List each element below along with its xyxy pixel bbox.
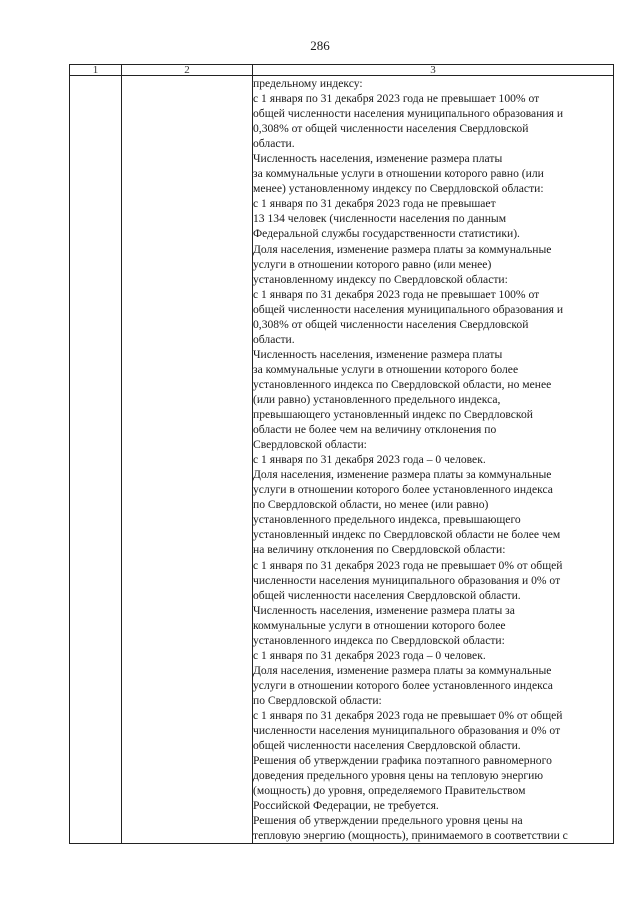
text-line: за коммунальные услуги в отношении которого более [253,362,519,376]
column-header-1: 1 [70,65,122,76]
cell-column-2 [122,76,253,844]
text-line: Доля населения, изменение размера платы за коммунальные [253,468,552,482]
text-line: общей численности населения Свердловской области. [253,588,521,602]
text-line: с 1 января по 31 декабря 2023 года – 0 человек. [253,648,486,662]
text-line: Доля населения, изменение размера платы за коммунальные [253,242,552,256]
text-line: по Свердловской области, но менее (или равно) [253,498,489,512]
table-row [70,76,614,844]
text-line: области. [253,137,295,151]
text-line: (или равно) установленного предельного индекса, [253,392,501,406]
text-line: Федеральной службы государственности статистики). [253,227,520,241]
text-line: с 1 января по 31 декабря 2023 года не превышает 100% от [253,287,540,301]
column-header-3: 3 [253,65,614,76]
text-line: 0,308% от общей численности населения Свердловской [253,122,529,136]
text-line: с 1 января по 31 декабря 2023 года не превышает 100% от [253,92,540,106]
cell-column-3 [253,76,614,844]
text-line: Свердловской области: [253,438,367,452]
text-line: услуги в отношении которого более установленного индекса [253,678,553,692]
text-line: установленный индекс по Свердловской области не более чем [253,528,561,542]
text-line: установленного индекса по Свердловской области, но менее [253,377,552,391]
text-line: Решения об утверждении предельного уровня цены на [253,814,523,828]
text-line: с 1 января по 31 декабря 2023 года не превышает [253,197,496,211]
text-line: за коммунальные услуги в отношении которого равно (или [253,167,544,181]
text-line: общей численности населения Свердловской области. [253,739,521,753]
text-line: на величину отклонения по Свердловской области: [253,543,506,557]
text-line: (мощность) до уровня, определяемого Правительством [253,784,526,798]
text-line: области не более чем на величину отклонения по [253,423,497,437]
text-line: Численность населения, изменение размера платы за [253,603,515,617]
text-line: услуги в отношении которого более установленного индекса [253,483,553,497]
text-line: установленного предельного индекса, превышающего [253,513,521,527]
text-line: тепловую энергию (мощность), принимаемого в соответствии с [253,829,568,843]
document-table [69,64,614,844]
text-line: области. [253,332,295,346]
text-line: Доля населения, изменение размера платы за коммунальные [253,663,552,677]
text-line: услуги в отношении которого равно (или менее) [253,257,492,271]
text-line: с 1 января по 31 декабря 2023 года – 0 человек. [253,453,486,467]
text-line: установленному индексу по Свердловской области: [253,272,508,286]
column-header-2: 2 [122,65,253,76]
text-line: с 1 января по 31 декабря 2023 года не превышает 0% от общей [253,558,563,572]
table-header-row [70,65,614,76]
text-line: Численность населения, изменение размера платы [253,347,503,361]
text-line: численности населения муниципального образования и 0% от [253,724,561,738]
page-number: 286 [310,38,330,53]
text-line: Численность населения, изменение размера платы [253,152,503,166]
text-line: предельному индексу: [253,77,363,90]
text-line: общей численности населения муниципального образования и [253,302,564,316]
text-line: Российской Федерации, не требуется. [253,799,439,813]
text-line: общей численности населения муниципального образования и [253,107,564,121]
text-line: с 1 января по 31 декабря 2023 года не превышает 0% от общей [253,708,563,722]
text-line: по Свердловской области: [253,693,382,707]
text-line: менее) установленному индексу по Свердловской области: [253,182,544,196]
text-line: 13 134 человек (численности населения по данным [253,212,507,226]
cell-column-1 [70,76,122,844]
text-line: коммунальные услуги в отношении которого более [253,618,506,632]
text-line: Решения об утверждении графика поэтапного равномерного [253,754,552,768]
text-line: установленного индекса по Свердловской области: [253,633,505,647]
cell-text [253,76,613,843]
text-line: 0,308% от общей численности населения Свердловской [253,317,529,331]
text-line: доведения предельного уровня цены на тепловую энергию [253,769,544,783]
text-line: превышающего установленный индекс по Свердловской [253,408,533,422]
text-line: численности населения муниципального образования и 0% от [253,573,561,587]
